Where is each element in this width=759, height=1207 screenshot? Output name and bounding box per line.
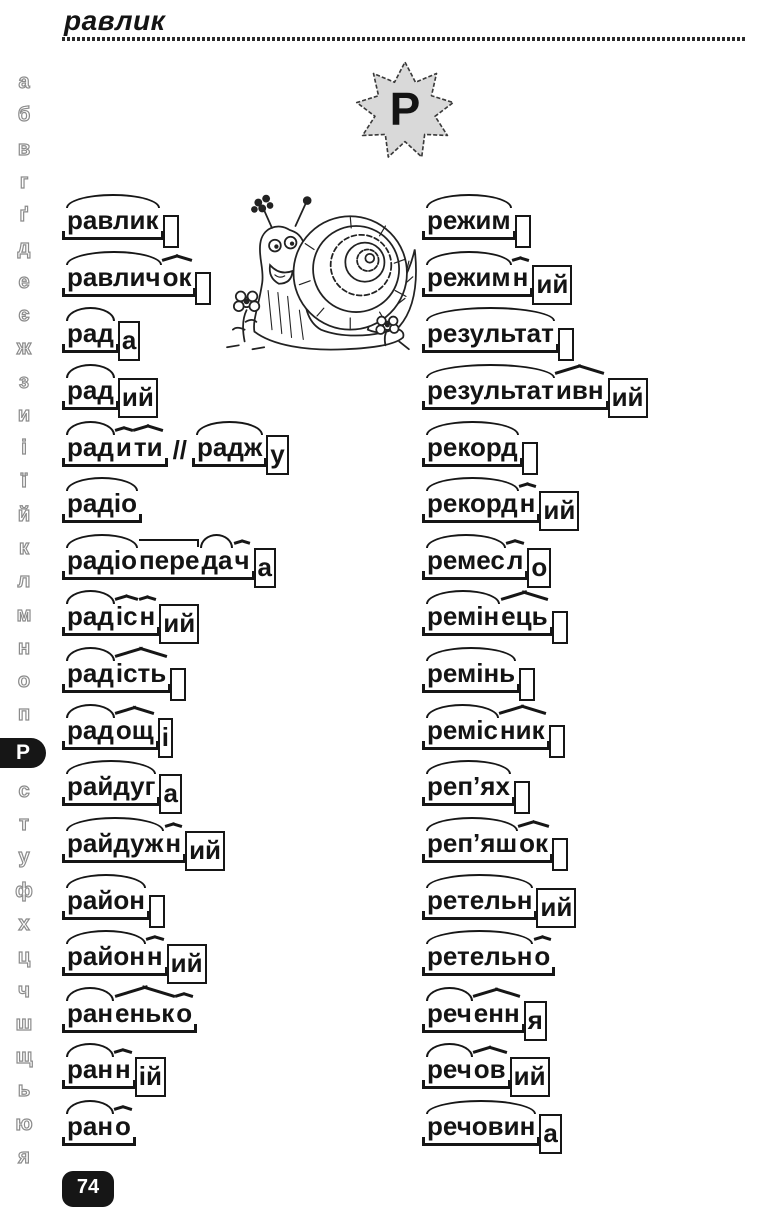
root-segment xyxy=(66,250,162,294)
root-segment xyxy=(66,476,138,520)
word xyxy=(64,759,182,809)
page-title: равлик xyxy=(64,5,166,36)
word-stem xyxy=(194,420,265,467)
sidebar-letter: й xyxy=(17,503,31,526)
sidebar-letter: у xyxy=(18,846,30,869)
segment-text: пере xyxy=(138,544,200,575)
segment-text: ти xyxy=(133,431,163,462)
suffix-segment xyxy=(139,589,157,633)
root-segment xyxy=(426,646,516,690)
zero-ending-box xyxy=(552,611,568,644)
word xyxy=(424,306,574,353)
segment-text: реп’яш xyxy=(427,827,518,858)
word xyxy=(424,1042,550,1092)
word-row xyxy=(424,1042,754,1092)
ending-box: ий xyxy=(539,491,579,531)
zero-ending-box xyxy=(149,895,165,928)
word-stem xyxy=(424,420,521,467)
segment-text: о xyxy=(115,1111,131,1141)
word-row xyxy=(64,929,419,979)
sidebar-letter: н xyxy=(17,636,31,659)
word-stem xyxy=(424,1042,509,1089)
suffix-segment xyxy=(473,1042,507,1086)
word xyxy=(424,533,551,580)
sidebar-letter: ш xyxy=(15,1012,33,1035)
word-stem xyxy=(424,250,531,297)
word xyxy=(424,986,547,1033)
word-stem xyxy=(64,306,117,353)
word-stem xyxy=(64,873,148,920)
word-row xyxy=(64,703,419,750)
word-stem xyxy=(424,193,514,240)
ending-box: о xyxy=(527,548,551,588)
sidebar-letter: в xyxy=(17,137,31,160)
word-row xyxy=(64,816,419,863)
segment-text: рад xyxy=(67,318,114,349)
segment-text: о xyxy=(176,997,193,1028)
word-separator: // xyxy=(172,434,188,465)
ending-box: ий xyxy=(185,831,225,871)
sidebar-letter: я xyxy=(18,1146,30,1168)
root-segment xyxy=(196,420,263,464)
word-row xyxy=(424,759,754,806)
root-segment xyxy=(426,816,518,860)
root-segment xyxy=(426,929,533,973)
sidebar-letter: щ xyxy=(15,1046,33,1069)
word-stem xyxy=(424,646,518,693)
word-row xyxy=(424,816,754,863)
ending-box: у xyxy=(266,435,288,475)
word-stem xyxy=(424,759,513,806)
word-stem xyxy=(424,1099,538,1146)
segment-text: ник xyxy=(499,714,545,745)
word-stem xyxy=(64,193,162,240)
root-segment xyxy=(66,646,115,690)
sidebar-letter-active: Р xyxy=(0,738,46,768)
sidebar-letter: ґ xyxy=(19,204,29,227)
word-stem xyxy=(424,476,538,523)
word xyxy=(64,1042,166,1092)
word-row xyxy=(64,986,419,1033)
segment-text: еньк xyxy=(115,997,175,1028)
word xyxy=(424,193,531,240)
word xyxy=(64,703,173,750)
word-row xyxy=(424,1099,754,1146)
root-segment xyxy=(426,873,533,917)
segment-text: речовин xyxy=(427,1111,536,1141)
suffix-segment xyxy=(162,250,193,294)
suffix-segment xyxy=(114,986,175,1030)
suffix-segment xyxy=(133,420,164,464)
segment-text: ремін xyxy=(427,601,500,632)
word-row xyxy=(424,306,754,353)
segment-text: результат xyxy=(427,318,554,349)
word xyxy=(194,420,289,467)
word-stem xyxy=(424,816,551,863)
segment-text: н xyxy=(115,1054,131,1085)
segment-text: радіо xyxy=(67,488,137,519)
segment-text: н xyxy=(519,488,536,519)
word xyxy=(64,193,179,240)
word-stem xyxy=(424,929,553,976)
segment-text: и xyxy=(115,431,132,462)
word-stem xyxy=(64,533,253,580)
word xyxy=(424,759,530,806)
segment-text: результат xyxy=(427,374,554,405)
word-row xyxy=(64,646,419,693)
zero-ending-box xyxy=(552,838,568,871)
segment-text: н xyxy=(139,601,156,632)
segment-text: ощ xyxy=(115,714,154,745)
word xyxy=(424,250,572,297)
sidebar-letter: б xyxy=(17,104,31,127)
segment-text: ок xyxy=(519,827,549,858)
ending-box: ий xyxy=(510,1057,550,1097)
word-column-left xyxy=(64,193,419,1146)
sidebar-letter: ц xyxy=(17,946,31,969)
zero-ending-box xyxy=(195,272,211,305)
word-row xyxy=(424,250,754,297)
sidebar-letter: з xyxy=(19,370,29,393)
suffix-segment xyxy=(499,703,546,747)
segment-text: режим xyxy=(427,205,511,235)
word-stem xyxy=(424,703,548,750)
word xyxy=(424,816,568,863)
root-segment xyxy=(66,1042,114,1086)
suffix-segment xyxy=(500,589,548,633)
word-row xyxy=(64,873,419,920)
suffix-segment xyxy=(533,929,551,973)
word xyxy=(424,703,565,750)
sidebar-letter: о xyxy=(17,670,31,693)
root-segment xyxy=(66,759,156,803)
page-number-badge xyxy=(62,1171,114,1207)
word-stem xyxy=(64,1099,134,1146)
word-stem xyxy=(64,250,194,297)
segment-text: район xyxy=(67,941,145,972)
segment-text: ок xyxy=(162,261,192,292)
word-stem xyxy=(64,759,158,806)
root-segment xyxy=(426,363,555,407)
segment-text: н xyxy=(165,827,182,858)
zero-ending-box xyxy=(514,781,530,814)
segment-text: ран xyxy=(67,997,114,1028)
segment-text: ретельн xyxy=(427,884,533,915)
word xyxy=(424,646,535,693)
ending-box: ий xyxy=(159,604,199,644)
word xyxy=(64,986,195,1033)
root-segment xyxy=(66,929,146,973)
sidebar-letter: ж xyxy=(16,337,32,360)
word xyxy=(64,929,207,979)
ending-box: ий xyxy=(118,378,158,418)
segment-text: ремес xyxy=(427,544,505,575)
word-row xyxy=(424,986,754,1033)
word xyxy=(64,589,199,639)
prefix-segment xyxy=(138,533,201,577)
segment-text: ість xyxy=(115,658,167,688)
word-row xyxy=(64,759,419,809)
segment-text: ч xyxy=(234,544,250,575)
word-row xyxy=(64,250,419,297)
word-row xyxy=(64,306,419,356)
word-row xyxy=(424,533,754,580)
ending-box: і xyxy=(158,718,173,758)
suffix-segment xyxy=(506,533,525,577)
sidebar-letter: к xyxy=(18,536,29,559)
segment-text: рад xyxy=(67,658,114,688)
root-segment xyxy=(426,986,473,1030)
suffix-segment xyxy=(146,929,164,973)
segment-text: режим xyxy=(427,261,511,292)
word xyxy=(424,476,579,526)
suffix-segment xyxy=(114,1099,132,1143)
word xyxy=(424,929,553,976)
suffix-segment xyxy=(518,816,549,860)
segment-text: рад xyxy=(67,431,114,462)
segment-text: райдуж xyxy=(67,827,164,858)
root-segment xyxy=(66,589,115,633)
segment-text: н xyxy=(146,941,163,972)
segment-text: реч xyxy=(427,1054,472,1085)
ending-box: ий xyxy=(532,265,572,305)
segment-text: ов xyxy=(473,1054,506,1085)
zero-ending-box xyxy=(519,668,535,701)
segment-text: ран xyxy=(67,1111,114,1141)
word-stem xyxy=(64,589,158,636)
segment-text: реміс xyxy=(427,714,498,745)
root-segment xyxy=(66,306,115,350)
starburst-letter: Р xyxy=(389,83,421,135)
word-row xyxy=(424,363,754,410)
root-segment xyxy=(426,589,500,633)
word xyxy=(64,646,186,693)
ending-box: а xyxy=(254,548,276,588)
word-stem xyxy=(64,1042,134,1089)
segment-text: район xyxy=(67,884,145,915)
root-segment xyxy=(66,816,164,860)
segment-text: о xyxy=(534,941,551,972)
alphabet-sidebar xyxy=(6,72,42,1167)
ending-box: ий xyxy=(608,378,648,418)
word-stem xyxy=(424,873,535,920)
sidebar-letter: т xyxy=(19,813,29,836)
word-row xyxy=(64,363,419,410)
ending-box: ий xyxy=(167,944,207,984)
word xyxy=(64,533,276,580)
word-stem xyxy=(64,929,166,976)
word xyxy=(424,1099,562,1146)
word-stem xyxy=(64,420,166,467)
suffix-segment xyxy=(114,1042,132,1086)
segment-text: ець xyxy=(501,601,548,632)
segment-text: іс xyxy=(115,601,138,632)
sidebar-letter: ф xyxy=(15,879,33,902)
word-row xyxy=(64,420,419,467)
zero-ending-box xyxy=(163,215,179,248)
zero-ending-box xyxy=(549,725,565,758)
word-row xyxy=(64,589,419,639)
ending-box: ий xyxy=(536,888,576,928)
suffix-segment xyxy=(555,363,605,407)
root-segment xyxy=(426,476,519,520)
root-segment xyxy=(66,1099,114,1143)
root-segment xyxy=(426,703,499,747)
root-segment xyxy=(66,420,115,464)
segment-text: н xyxy=(512,261,529,292)
root-segment xyxy=(426,1099,536,1143)
segment-text: радж xyxy=(197,431,263,462)
word-stem xyxy=(64,986,195,1033)
sidebar-letter: х xyxy=(18,913,30,936)
word-row xyxy=(424,703,754,750)
segment-text: енн xyxy=(473,997,520,1028)
word xyxy=(64,363,158,410)
word xyxy=(424,873,576,920)
ending-box: я xyxy=(524,1001,547,1041)
ending-box: ій xyxy=(135,1057,166,1097)
root-segment xyxy=(66,703,115,747)
segment-text: реп’ях xyxy=(427,771,510,802)
root-segment xyxy=(426,533,506,577)
word-stem xyxy=(424,589,551,636)
sidebar-letter: л xyxy=(17,570,31,593)
word-stem xyxy=(424,986,523,1033)
sidebar-letter: ь xyxy=(17,1079,31,1102)
suffix-segment xyxy=(512,250,530,294)
word-row xyxy=(64,193,419,240)
sidebar-letter: ї xyxy=(21,470,27,493)
segment-text: л xyxy=(506,544,524,575)
segment-text: равлик xyxy=(67,205,159,235)
ending-box: а xyxy=(159,774,181,814)
header-rule xyxy=(62,37,745,41)
ending-box: а xyxy=(539,1114,561,1154)
segment-text: да xyxy=(201,544,233,575)
word xyxy=(64,306,140,356)
segment-text: равлич xyxy=(67,261,161,292)
segment-text: райдуг xyxy=(67,771,156,802)
word-stem xyxy=(64,816,184,863)
sidebar-letter: и xyxy=(17,403,31,426)
suffix-segment xyxy=(233,533,250,577)
suffix-segment xyxy=(519,476,537,520)
root-segment xyxy=(426,1042,473,1086)
root-segment xyxy=(66,533,138,577)
root-segment xyxy=(200,533,233,577)
word-row xyxy=(64,533,419,580)
word-row xyxy=(424,193,754,240)
word xyxy=(64,873,165,920)
suffix-segment xyxy=(473,986,521,1030)
word-row xyxy=(64,1042,419,1092)
word xyxy=(64,816,225,863)
segment-text: ремінь xyxy=(427,658,516,688)
sidebar-letter: д xyxy=(17,237,31,260)
zero-ending-box xyxy=(515,215,531,248)
segment-text: ретельн xyxy=(427,941,533,972)
word-row xyxy=(64,476,419,523)
word xyxy=(64,476,140,523)
segment-text: реч xyxy=(427,997,472,1028)
sidebar-letter: ю xyxy=(15,1112,33,1135)
word xyxy=(424,363,648,410)
word-row xyxy=(424,476,754,526)
sidebar-letter: є xyxy=(18,303,30,326)
sidebar-letter: е xyxy=(18,270,30,293)
word-column-right xyxy=(424,193,754,1146)
sidebar-letter: с xyxy=(18,779,30,802)
sidebar-letter: а xyxy=(18,71,30,93)
root-segment xyxy=(426,250,512,294)
sidebar-letter: м xyxy=(16,603,32,626)
root-segment xyxy=(426,193,512,237)
segment-text: рекорд xyxy=(427,488,518,519)
word-row xyxy=(424,420,754,467)
suffix-segment xyxy=(115,646,167,690)
word-row xyxy=(424,929,754,976)
sidebar-letter: г xyxy=(19,170,29,193)
root-segment xyxy=(66,193,160,237)
root-segment xyxy=(426,420,519,464)
word-stem xyxy=(64,703,157,750)
word-stem xyxy=(424,306,557,353)
segment-text: радіо xyxy=(67,544,137,575)
word xyxy=(64,1099,134,1146)
segment-text: рекорд xyxy=(427,431,518,462)
root-segment xyxy=(66,986,114,1030)
suffix-segment xyxy=(115,589,139,633)
sidebar-letter: ч xyxy=(18,979,30,1002)
root-segment xyxy=(426,306,555,350)
word-row xyxy=(64,1099,419,1146)
word-row xyxy=(424,873,754,920)
suffix-segment xyxy=(115,703,155,747)
word xyxy=(64,250,211,297)
word-row xyxy=(424,589,754,636)
suffix-segment xyxy=(164,816,182,860)
zero-ending-box xyxy=(522,442,538,475)
word-row xyxy=(424,646,754,693)
page-number: 74 xyxy=(76,1176,100,1198)
word xyxy=(424,589,568,636)
ending-box: а xyxy=(118,321,140,361)
root-segment xyxy=(66,873,146,917)
word-stem xyxy=(64,363,117,410)
suffix-segment xyxy=(175,986,193,1030)
zero-ending-box xyxy=(170,668,186,701)
zero-ending-box xyxy=(558,328,574,361)
word xyxy=(424,420,538,467)
suffix-segment xyxy=(115,420,133,464)
word-stem xyxy=(64,646,169,693)
root-segment xyxy=(426,759,511,803)
sidebar-letter: і xyxy=(21,437,27,460)
letter-starburst xyxy=(352,58,458,164)
root-segment xyxy=(66,363,115,407)
word-stem xyxy=(424,533,526,580)
word-stem xyxy=(64,476,140,523)
sidebar-letter: п xyxy=(17,703,31,726)
segment-text: ивн xyxy=(555,374,604,405)
segment-text: рад xyxy=(67,714,114,745)
segment-text: ран xyxy=(67,1054,114,1085)
segment-text: рад xyxy=(67,601,114,632)
segment-text: рад xyxy=(67,374,114,405)
word-stem xyxy=(424,363,607,410)
word xyxy=(64,420,166,467)
